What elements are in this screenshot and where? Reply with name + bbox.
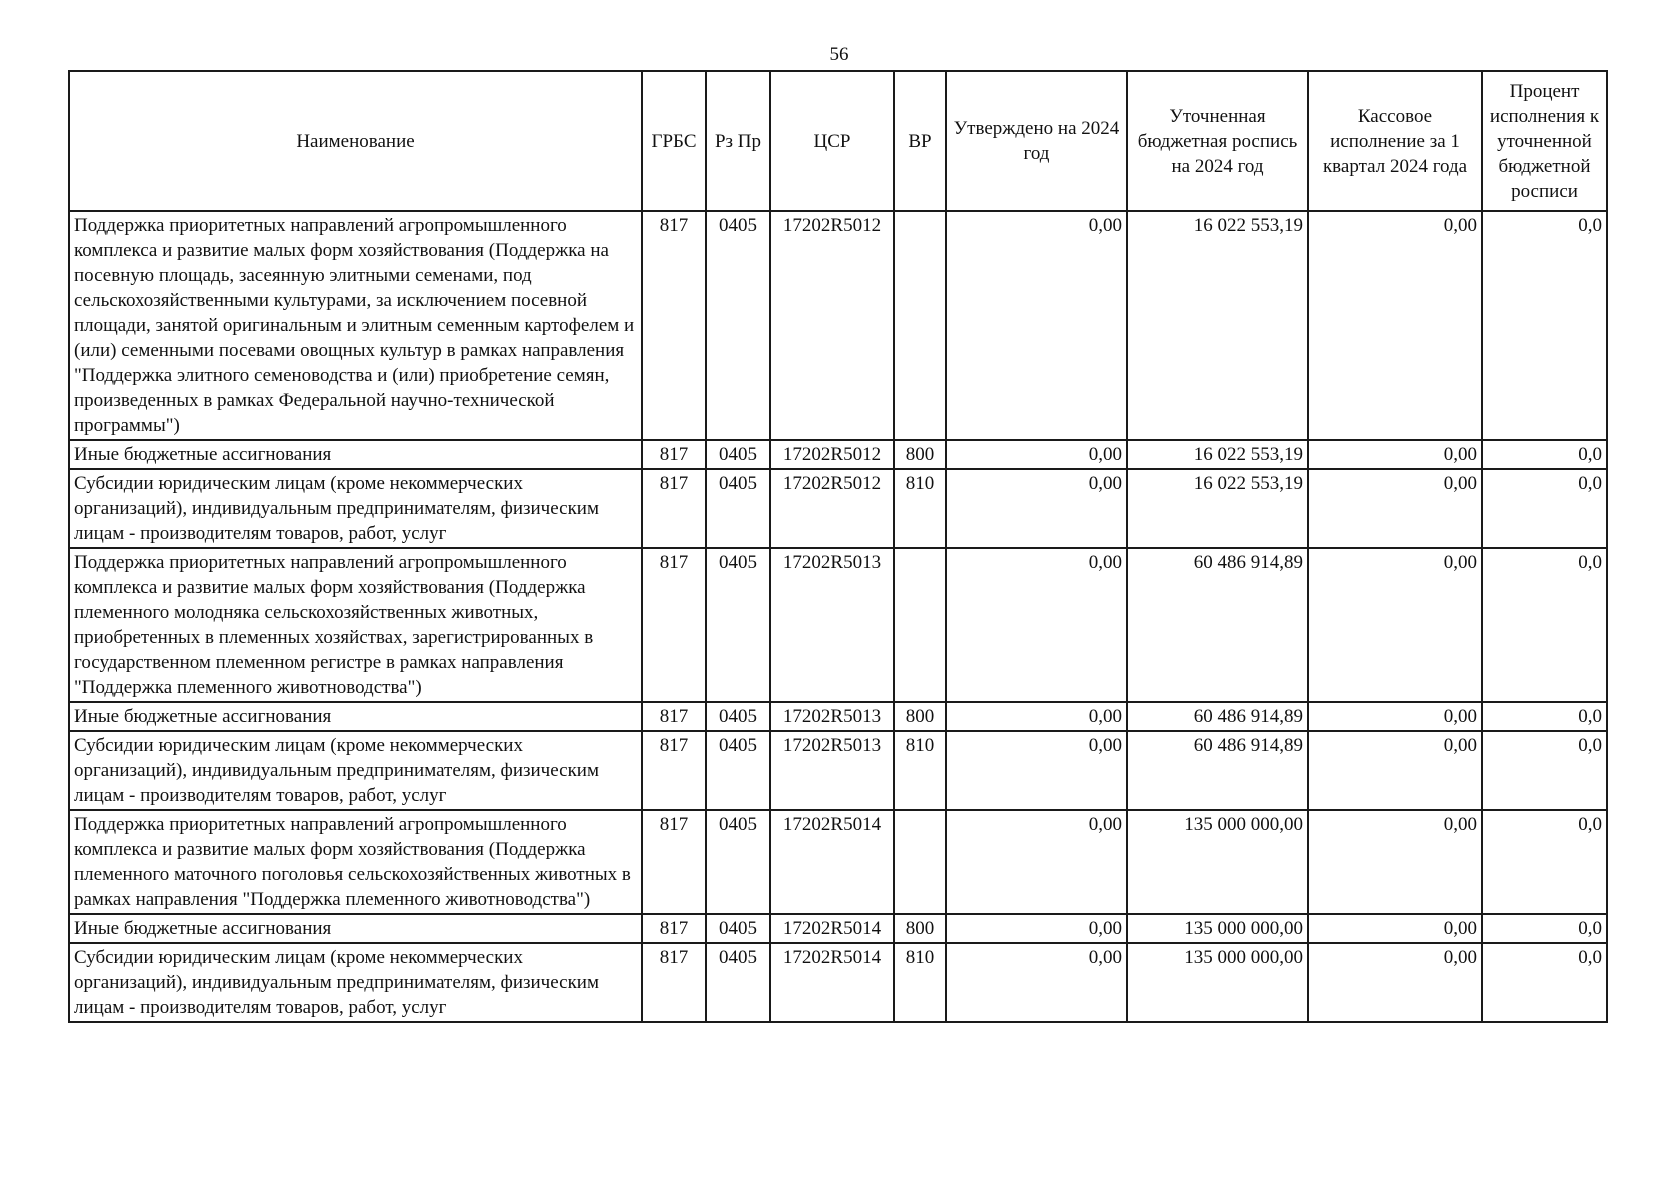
column-header-vr: ВР — [894, 71, 946, 211]
cell-approved: 0,00 — [946, 440, 1127, 469]
cell-rzpr: 0405 — [706, 943, 770, 1022]
cell-cash: 0,00 — [1308, 440, 1482, 469]
cell-grbs: 817 — [642, 211, 706, 440]
cell-vr: 800 — [894, 702, 946, 731]
column-header-name: Наименование — [69, 71, 642, 211]
cell-grbs: 817 — [642, 440, 706, 469]
cell-percent: 0,0 — [1482, 211, 1607, 440]
cell-refined: 16 022 553,19 — [1127, 211, 1308, 440]
cell-csr: 17202R5014 — [770, 914, 894, 943]
cell-percent: 0,0 — [1482, 702, 1607, 731]
cell-cash: 0,00 — [1308, 731, 1482, 810]
cell-name: Субсидии юридическим лицам (кроме некоммерческих организаций), индивидуальным предпринимателям, физическим лицам - производителям товаров, работ, услуг — [69, 731, 642, 810]
cell-vr: 810 — [894, 731, 946, 810]
column-header-rzpr: Рз Пр — [706, 71, 770, 211]
cell-approved: 0,00 — [946, 702, 1127, 731]
cell-csr: 17202R5013 — [770, 548, 894, 702]
cell-rzpr: 0405 — [706, 469, 770, 548]
cell-name: Иные бюджетные ассигнования — [69, 702, 642, 731]
cell-approved: 0,00 — [946, 731, 1127, 810]
table-row — [69, 548, 1607, 702]
cell-percent: 0,0 — [1482, 810, 1607, 914]
cell-csr: 17202R5013 — [770, 702, 894, 731]
table-row — [69, 211, 1607, 440]
table-row — [69, 702, 1607, 731]
cell-cash: 0,00 — [1308, 702, 1482, 731]
cell-refined: 16 022 553,19 — [1127, 469, 1308, 548]
cell-grbs: 817 — [642, 914, 706, 943]
cell-csr: 17202R5012 — [770, 440, 894, 469]
cell-cash: 0,00 — [1308, 469, 1482, 548]
cell-grbs: 817 — [642, 943, 706, 1022]
cell-name: Субсидии юридическим лицам (кроме некоммерческих организаций), индивидуальным предпринимателям, физическим лицам - производителям товаров, работ, услуг — [69, 469, 642, 548]
cell-cash: 0,00 — [1308, 943, 1482, 1022]
cell-cash: 0,00 — [1308, 548, 1482, 702]
cell-refined: 16 022 553,19 — [1127, 440, 1308, 469]
cell-cash: 0,00 — [1308, 211, 1482, 440]
cell-refined: 135 000 000,00 — [1127, 810, 1308, 914]
column-header-cash: Кассовое исполнение за 1 квартал 2024 года — [1308, 71, 1482, 211]
table-row — [69, 943, 1607, 1022]
cell-percent: 0,0 — [1482, 943, 1607, 1022]
cell-name: Поддержка приоритетных направлений агропромышленного комплекса и развитие малых форм хозяйствования (Поддержка на посевную площадь, засеянную элитными семенами, под сельскохозяйственными культурами, за исключением посевной площади, занятой оригинальным и элитным семенным картофелем и (или) семенными посевами овощных культур в рамках направления "Поддержка элитного семеноводства и (или) приобретение семян, произведенных в рамках Федеральной научно-технической программы") — [69, 211, 642, 440]
cell-vr — [894, 810, 946, 914]
cell-refined: 135 000 000,00 — [1127, 914, 1308, 943]
table-row — [69, 731, 1607, 810]
table-header-row — [69, 71, 1607, 211]
cell-csr: 17202R5014 — [770, 810, 894, 914]
cell-grbs: 817 — [642, 810, 706, 914]
cell-name: Поддержка приоритетных направлений агропромышленного комплекса и развитие малых форм хозяйствования (Поддержка племенного маточного поголовья сельскохозяйственных животных в рамках направления "Поддержка племенного животноводства") — [69, 810, 642, 914]
cell-percent: 0,0 — [1482, 548, 1607, 702]
cell-grbs: 817 — [642, 469, 706, 548]
cell-rzpr: 0405 — [706, 914, 770, 943]
cell-percent: 0,0 — [1482, 469, 1607, 548]
cell-csr: 17202R5014 — [770, 943, 894, 1022]
cell-vr — [894, 211, 946, 440]
cell-approved: 0,00 — [946, 211, 1127, 440]
cell-rzpr: 0405 — [706, 731, 770, 810]
table-row — [69, 469, 1607, 548]
cell-csr: 17202R5012 — [770, 211, 894, 440]
column-header-grbs: ГРБС — [642, 71, 706, 211]
column-header-approved: Утверждено на 2024 год — [946, 71, 1127, 211]
cell-approved: 0,00 — [946, 548, 1127, 702]
table-row — [69, 914, 1607, 943]
cell-cash: 0,00 — [1308, 810, 1482, 914]
cell-rzpr: 0405 — [706, 810, 770, 914]
cell-refined: 60 486 914,89 — [1127, 702, 1308, 731]
cell-vr — [894, 548, 946, 702]
cell-name: Субсидии юридическим лицам (кроме некоммерческих организаций), индивидуальным предпринимателям, физическим лицам - производителям товаров, работ, услуг — [69, 943, 642, 1022]
cell-vr: 810 — [894, 943, 946, 1022]
cell-name: Поддержка приоритетных направлений агропромышленного комплекса и развитие малых форм хозяйствования (Поддержка племенного молодняка сельскохозяйственных животных, приобретенных в племенных хозяйствах, зарегистрированных в государственном племенном регистре в рамках направления "Поддержка племенного животноводства") — [69, 548, 642, 702]
cell-approved: 0,00 — [946, 469, 1127, 548]
cell-vr: 800 — [894, 914, 946, 943]
cell-percent: 0,0 — [1482, 914, 1607, 943]
cell-cash: 0,00 — [1308, 914, 1482, 943]
cell-approved: 0,00 — [946, 943, 1127, 1022]
cell-grbs: 817 — [642, 731, 706, 810]
cell-grbs: 817 — [642, 702, 706, 731]
cell-refined: 135 000 000,00 — [1127, 943, 1308, 1022]
cell-rzpr: 0405 — [706, 702, 770, 731]
column-header-refined: Уточненная бюджетная роспись на 2024 год — [1127, 71, 1308, 211]
cell-rzpr: 0405 — [706, 548, 770, 702]
column-header-csr: ЦСР — [770, 71, 894, 211]
table-row — [69, 810, 1607, 914]
budget-table — [68, 70, 1608, 1023]
cell-percent: 0,0 — [1482, 440, 1607, 469]
cell-rzpr: 0405 — [706, 211, 770, 440]
cell-percent: 0,0 — [1482, 731, 1607, 810]
cell-vr: 800 — [894, 440, 946, 469]
cell-csr: 17202R5013 — [770, 731, 894, 810]
cell-csr: 17202R5012 — [770, 469, 894, 548]
page-number: 56 — [829, 44, 849, 65]
cell-approved: 0,00 — [946, 810, 1127, 914]
table-row — [69, 440, 1607, 469]
cell-refined: 60 486 914,89 — [1127, 548, 1308, 702]
cell-name: Иные бюджетные ассигнования — [69, 440, 642, 469]
cell-approved: 0,00 — [946, 914, 1127, 943]
cell-grbs: 817 — [642, 548, 706, 702]
cell-name: Иные бюджетные ассигнования — [69, 914, 642, 943]
column-header-percent: Процент исполнения к уточненной бюджетной росписи — [1482, 71, 1607, 211]
cell-rzpr: 0405 — [706, 440, 770, 469]
cell-vr: 810 — [894, 469, 946, 548]
cell-refined: 60 486 914,89 — [1127, 731, 1308, 810]
